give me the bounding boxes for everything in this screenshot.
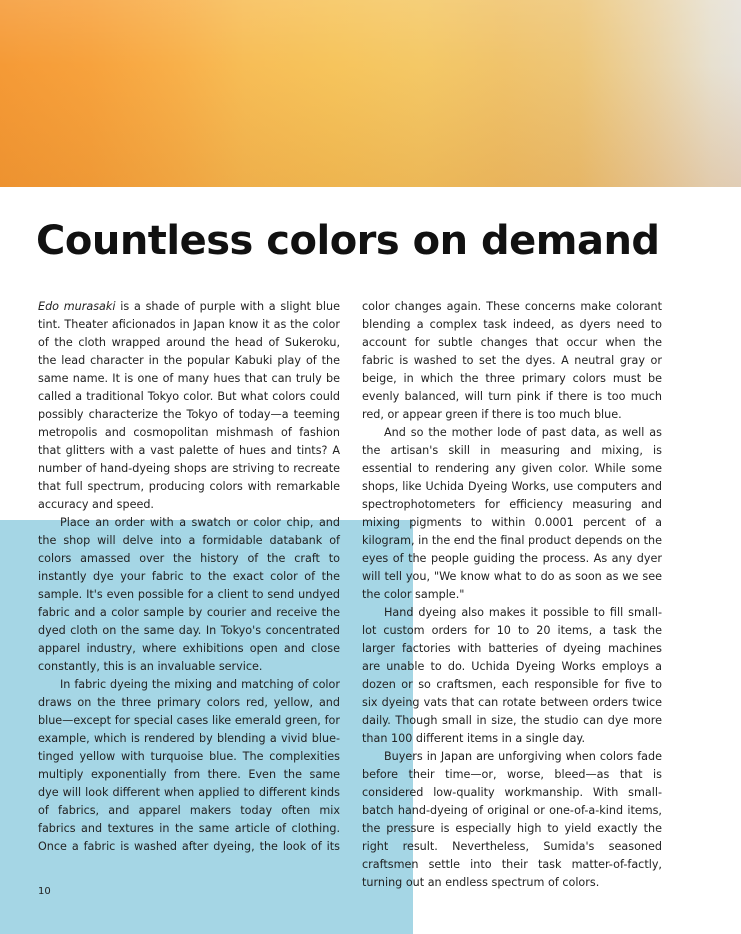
intro-italic-term: Edo murasaki — [38, 300, 116, 313]
article-column-left — [38, 298, 340, 856]
article-paragraph-5: Hand dyeing also makes it possible to fill small-lot custom orders for 10 to 20 items, a task the larger factories with batteries of dyeing machines are unable to do. Uchida Dyeing Works employs a dozen or so craftsmen, each responsible for five to six dyeing vats that can rotate between orders twice daily. Though small in size, the studio can dye more than 100 different items in a single day. — [362, 606, 662, 745]
article-paragraph-2: Place an order with a swatch or color chip, and the shop will delve into a formidable databank of colors amassed over the history of the craft to instantly dye your fabric to the exact color of the sample. It's even possible for a client to send undyed fabric and a color sample by courier and receive the dyed cloth on the same day. In Tokyo's concentrated apparel industry, where exhibitions open and close constantly, this is an invaluable service. — [38, 516, 340, 673]
article-title: Countless colors on demand — [36, 218, 660, 264]
header-image-shading — [0, 0, 741, 187]
article-paragraph-3: In fabric dyeing the mixing and matching of color draws on the three primary colors red, yellow, and blue—except for special cases like emerald green, for example, which is rendered by blending a vivid blue-tinged yellow with turquoise blue. The complexities multiply exponentially from there. Even the same dye will look different when applied to different kinds of fabrics, and apparel makers today often mix fabrics and textures in the same article of clothing. Once a fabric is washed after dyeing, the look of its — [38, 678, 340, 853]
page-number: 10 — [38, 886, 51, 897]
article-paragraph-6: Buyers in Japan are unforgiving when colors fade before their time—or, worse, bleed—as that is considered low-quality workmanship. With small-batch hand-dyeing of original or one-of-a-kind items, the pressure is especially high to yield exactly the right result. Nevertheless, Sumida's seasoned craftsmen settle into their task matter-of-factly, turning out an endless spectrum of colors. — [362, 750, 662, 889]
article-paragraph-3-continued: color changes again. These concerns make colorant blending a complex task indeed, as dyers need to account for subtle changes that occur when the fabric is washed to set the dyes. A neutral gray or beige, in which the three primary colors must be evenly balanced, will turn pink if there is too much red, or appear green if there is too much blue. — [362, 300, 662, 421]
article-paragraph-4: And so the mother lode of past data, as well as the artisan's skill in measuring and mixing, is essential to rendering any given color. While some shops, like Uchida Dyeing Works, use computers and spectrophotometers for efficiency measuring and mixing pigments to within 0.0001 percent of a kilogram, in the end the final product depends on the eyes of the people guiding the process. As any dyer will tell you, "We know what to do as soon as we see the color sample." — [362, 426, 662, 601]
intro-text: is a shade of purple with a slight blue tint. Theater aficionados in Japan know it as the color of the cloth wrapped around the head of Sukeroku, the lead character in the popular Kabuki play of the same name. It is one of many hues that can truly be called a traditional Tokyo color. But what colors could possibly characterize the Tokyo of today—a teeming metropolis and cosmopolitan mishmash of fashion that glitters with a vast palette of hues and tints? A number of hand-dyeing shops are striving to recreate that full spectrum, producing colors with remarkable accuracy and speed. — [38, 300, 340, 511]
article-column-right — [362, 298, 662, 892]
article-paragraph-1 — [38, 298, 340, 514]
